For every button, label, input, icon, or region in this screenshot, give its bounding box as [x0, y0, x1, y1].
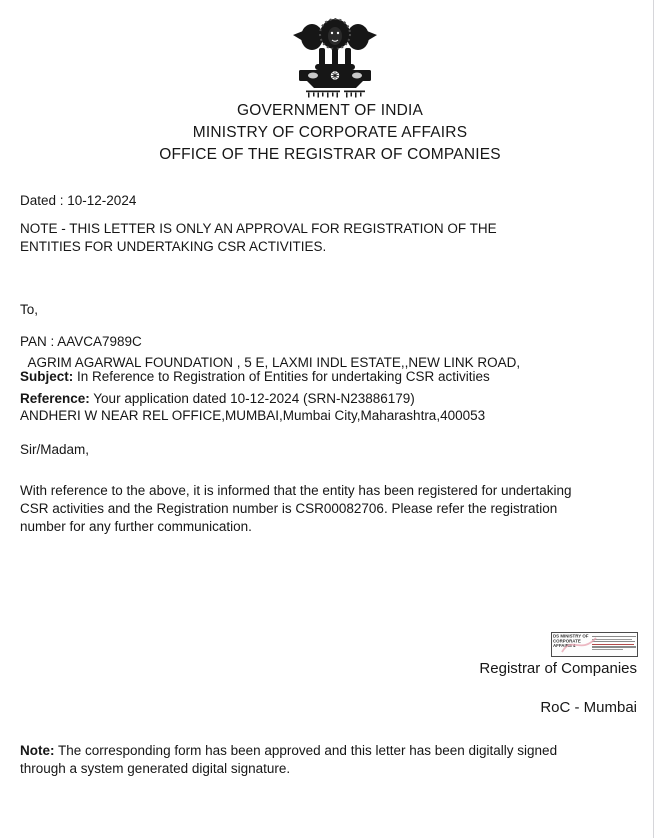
page-right-edge [653, 0, 654, 838]
signature-squiggle-icon [552, 633, 637, 656]
footer-note [20, 742, 652, 778]
reference-label: Reference: [20, 391, 90, 406]
dated-line: Dated : 10-12-2024 [20, 193, 137, 208]
subject-label: Subject: [20, 369, 74, 384]
body-line-3: number for any further communication. [20, 518, 252, 534]
subject-line [20, 368, 490, 386]
approval-note-line-1: NOTE - THIS LETTER IS ONLY AN APPROVAL FOR REGISTRATION OF THE [20, 221, 497, 236]
approval-note-line-2: ENTITIES FOR UNDERTAKING CSR ACTIVITIES. [20, 238, 327, 254]
registrar-title: Registrar of Companies [479, 660, 637, 677]
body-paragraph [20, 482, 648, 535]
digital-signature-stamp [551, 632, 638, 657]
pan-line: PAN : AAVCA7989C [20, 334, 142, 349]
reference-line [20, 390, 415, 408]
recipient-address-line-1: AGRIM AGARWAL FOUNDATION , 5 E, LAXMI INDL ESTATE,,NEW LINK ROAD, [20, 354, 521, 370]
footer-note-line-2: through a system generated digital signature. [20, 761, 291, 777]
header-office-line: OFFICE OF THE REGISTRAR OF COMPANIES [159, 146, 501, 163]
footer-note-line-1: The corresponding form has been approved and this letter has been digitally signed [54, 743, 558, 758]
subject-text: In Reference to Registration of Entities for undertaking CSR activities [73, 369, 490, 384]
approval-note [20, 220, 497, 255]
letterhead [0, 100, 660, 166]
recipient-address-line-2: ANDHERI W NEAR REL OFFICE,MUMBAI,Mumbai City,Maharashtra,400053 [20, 407, 486, 423]
recipient-block [20, 266, 645, 460]
reference-text: Your application dated 10-12-2024 (SRN-N23886179) [89, 391, 415, 406]
stamp-authority-text: DS MINISTRY OF CORPORATE AFFAIRS 4 [553, 633, 589, 649]
footer-note-label: Note: [20, 743, 55, 758]
body-line-1: With reference to the above, it is informed that the entity has been registered for undertaking [20, 483, 572, 498]
header-government-line: GOVERNMENT OF INDIA [236, 102, 424, 119]
header-ministry-line: MINISTRY OF CORPORATE AFFAIRS [192, 124, 468, 141]
roc-office: RoC - Mumbai [540, 699, 637, 716]
body-line-2: CSR activities and the Registration number is CSR00082706. Please refer the registration [20, 500, 558, 516]
recipient-to: To, [20, 302, 39, 318]
greeting-line: Sir/Madam, [20, 442, 90, 457]
national-emblem-icon [289, 10, 381, 100]
